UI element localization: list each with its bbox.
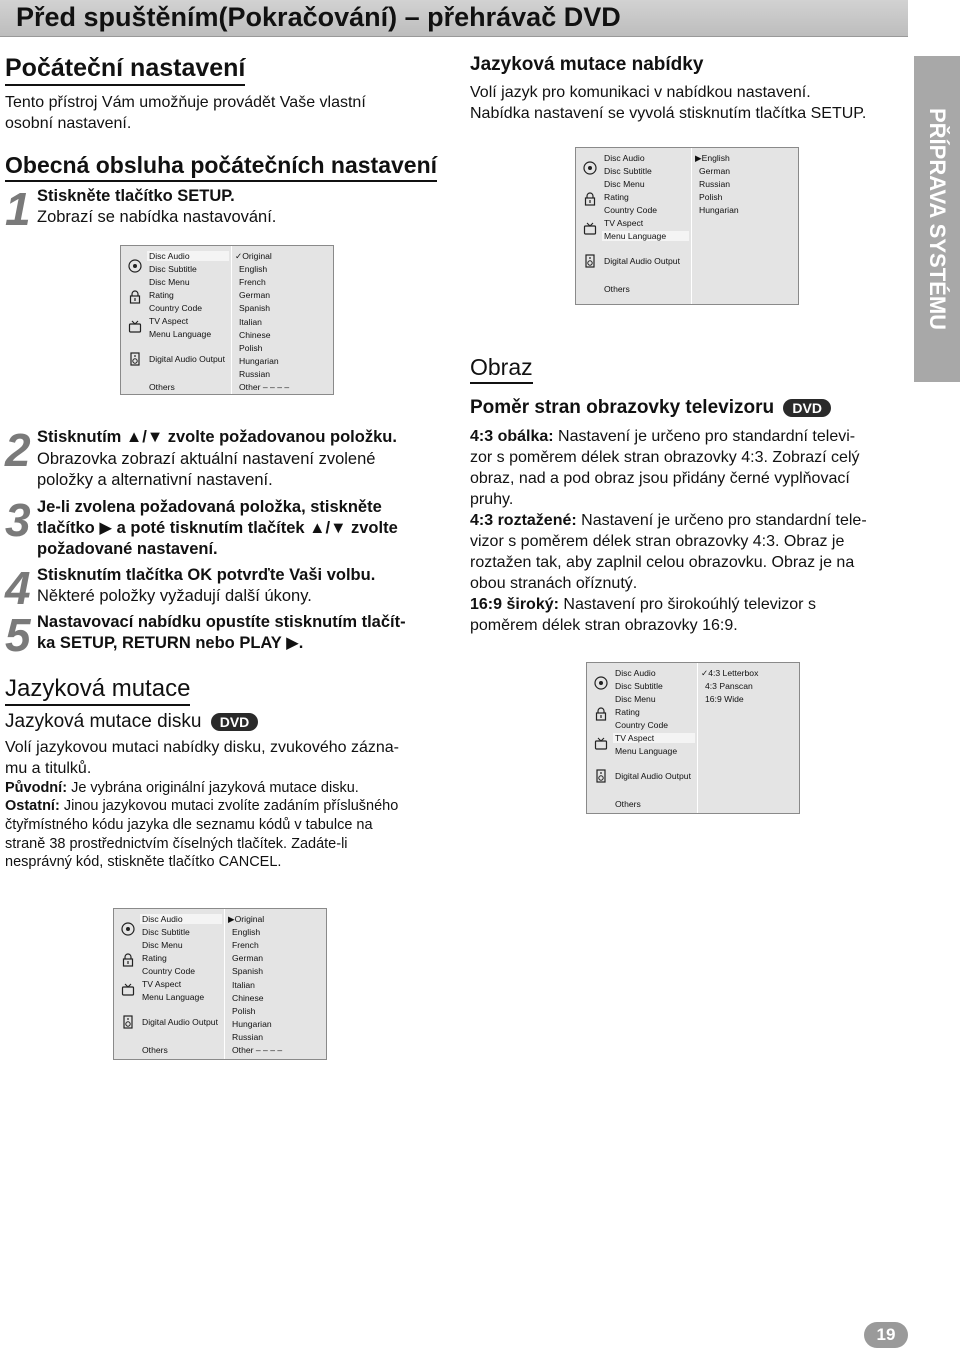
disc-language-title	[5, 711, 258, 733]
menu-option[interactable]: 4:3 Panscan	[705, 681, 753, 692]
menu-divider	[224, 909, 225, 1059]
general-operation-title: Obecná obsluha počátečních nastavení	[5, 152, 437, 182]
letterbox-line-1	[470, 426, 855, 447]
menu-option[interactable]: German	[699, 166, 731, 177]
tv-icon	[594, 737, 608, 751]
other-text-2: čtyřmístného kódu jazyka dle seznamu kódů v tabulce na	[5, 817, 373, 833]
menu-item-digital-audio-output[interactable]: Digital Audio Output	[615, 771, 691, 781]
menu-item-disc-subtitle[interactable]: Disc Subtitle	[142, 927, 190, 937]
menu-option[interactable]: Italian	[232, 979, 255, 990]
lock-icon	[121, 953, 135, 967]
step-1-instruction: Stiskněte tlačítko SETUP.	[37, 187, 235, 205]
initial-settings-title: Počáteční nastavení	[5, 54, 245, 86]
step-3-instruction-3: požadované nastavení.	[37, 540, 218, 558]
menu-item-country-code[interactable]: Country Code	[142, 966, 196, 976]
menu-item-rating[interactable]: Rating	[142, 953, 167, 963]
menu-option[interactable]: ▶Original	[228, 914, 265, 924]
menu-option[interactable]: English	[239, 264, 268, 275]
step-3-number: 3	[5, 494, 31, 546]
menu-item-menu-language[interactable]: Menu Language	[602, 231, 689, 241]
setup-menu-tv-aspect	[586, 662, 800, 814]
other-text-1: Jinou jazykovou mutaci zvolíte zadáním příslušného	[63, 798, 399, 814]
letterbox-label: 4:3 obálka:	[470, 428, 554, 445]
disc-icon	[594, 676, 608, 690]
menu-item-menu-language[interactable]: Menu Language	[149, 329, 212, 339]
menu-language-text-1: Volí jazyk pro komunikaci v nabídkou nastavení.	[470, 84, 811, 101]
menu-option[interactable]: Russian	[699, 179, 731, 190]
menu-item-digital-audio-output[interactable]: Digital Audio Output	[149, 354, 225, 364]
lock-icon	[594, 707, 608, 721]
menu-option[interactable]: French	[239, 277, 266, 288]
step-4-number: 4	[5, 562, 31, 614]
initial-settings-text-2: osobní nastavení.	[5, 115, 132, 132]
letterbox-text-3: obraz, nad a pod obraz jsou přidány černé vyplňovací	[470, 470, 850, 487]
step-2-instruction: Stisknutím ▲/▼ zvolte požadovanou položku.	[37, 428, 397, 446]
disc-icon	[583, 161, 597, 175]
speaker-icon	[583, 254, 597, 268]
page-header-title: Před spuštěním(Pokračování) – přehrávač DVD	[16, 2, 621, 32]
menu-item-disc-subtitle[interactable]: Disc Subtitle	[615, 681, 663, 691]
menu-option[interactable]: Chinese	[239, 329, 271, 340]
other-text-3: straně 38 prostřednictvím číselných tlačítek. Zadáte-li	[5, 836, 348, 852]
menu-option[interactable]: German	[232, 953, 264, 964]
menu-item-menu-language[interactable]: Menu Language	[615, 746, 678, 756]
menu-option[interactable]: German	[239, 290, 271, 301]
menu-item-tv-aspect[interactable]: TV Aspect	[149, 316, 189, 326]
disc-language-title-text: Jazyková mutace disku	[5, 711, 202, 732]
menu-item-digital-audio-output[interactable]: Digital Audio Output	[142, 1017, 218, 1027]
menu-divider	[691, 148, 692, 304]
step-2-result-1: Obrazovka zobrazí aktuální nastavení zvolené	[37, 450, 376, 468]
setup-menu-menu-language	[575, 147, 799, 305]
menu-option[interactable]: Italian	[239, 316, 262, 327]
menu-option[interactable]: ▶English	[695, 153, 730, 163]
side-tab-label: PŘÍPRAVA SYSTÉMU	[925, 107, 950, 331]
menu-option[interactable]: ✓Original	[235, 251, 272, 261]
original-text: Je vybrána originální jazyková mutace disku.	[71, 780, 359, 796]
menu-item-menu-language[interactable]: Menu Language	[142, 992, 205, 1002]
setup-menu-disc-audio-original	[113, 908, 327, 1060]
panscan-text-1: Nastavení je určeno pro standardní tele-	[581, 512, 867, 529]
menu-option[interactable]: Hungarian	[699, 205, 739, 216]
panscan-text-2: vizor s poměrem délek stran obrazovky 4:3. Obraz je	[470, 533, 845, 550]
tv-icon	[121, 983, 135, 997]
menu-item-rating[interactable]: Rating	[604, 192, 629, 202]
menu-option[interactable]: 16:9 Wide	[705, 694, 744, 705]
wide-text-2: poměrem délek stran obrazovky 16:9.	[470, 617, 738, 634]
letterbox-text-1: Nastavení je určeno pro standardní televi-	[558, 428, 856, 445]
aspect-ratio-title-text: Poměr stran obrazovky televizoru	[470, 397, 775, 418]
panscan-label: 4:3 roztažené:	[470, 512, 577, 529]
setup-menu-disc-audio	[120, 245, 334, 395]
tv-icon	[128, 320, 142, 334]
step-5-instruction-1: Nastavovací nabídku opustíte stisknutím tlačít-	[37, 613, 406, 631]
menu-option[interactable]: Chinese	[232, 992, 264, 1003]
other-text-4: nesprávný kód, stiskněte tlačítko CANCEL.	[5, 854, 282, 870]
menu-option[interactable]: Russian	[239, 368, 271, 379]
section-side-tab	[914, 56, 960, 382]
menu-item-country-code[interactable]: Country Code	[604, 205, 658, 215]
letterbox-text-4: pruhy.	[470, 491, 514, 508]
menu-option[interactable]: Hungarian	[232, 1018, 272, 1029]
menu-item-disc-audio[interactable]: Disc Audio	[147, 251, 229, 261]
lock-icon	[128, 290, 142, 304]
dvd-badge-aspect: DVD	[783, 399, 831, 417]
panscan-text-4: obou stranách oříznutý.	[470, 575, 638, 592]
menu-option[interactable]: Other – – – –	[239, 382, 290, 392]
menu-option[interactable]: French	[232, 940, 259, 951]
language-title: Jazyková mutace	[5, 675, 190, 706]
menu-item-tv-aspect[interactable]: TV Aspect	[604, 218, 644, 228]
wide-line-1	[470, 594, 816, 615]
step-5-number: 5	[5, 609, 31, 661]
menu-item-others[interactable]: Others	[142, 1045, 168, 1055]
step-1-result: Zobrazí se nabídka nastavování.	[37, 208, 277, 226]
panscan-text-3: roztažen tak, aby zaplnil celou obrazovku. Obraz je na	[470, 554, 855, 571]
menu-item-disc-menu[interactable]: Disc Menu	[142, 940, 183, 950]
menu-option[interactable]: Hungarian	[239, 355, 279, 366]
disc-icon	[121, 922, 135, 936]
menu-option[interactable]: Spanish	[239, 303, 271, 314]
menu-item-country-code[interactable]: Country Code	[149, 303, 203, 313]
menu-option[interactable]: Polish	[239, 342, 263, 353]
tv-icon	[583, 222, 597, 236]
picture-title: Obraz	[470, 354, 533, 384]
menu-option[interactable]: English	[232, 927, 261, 938]
menu-item-others[interactable]: Others	[149, 382, 175, 392]
menu-divider	[697, 663, 698, 813]
menu-item-disc-audio[interactable]: Disc Audio	[615, 668, 656, 678]
menu-item-others[interactable]: Others	[604, 284, 630, 294]
step-3-instruction-1: Je-li zvolena požadovaná položka, stiskněte	[37, 498, 382, 516]
menu-item-disc-audio[interactable]: Disc Audio	[604, 153, 645, 163]
step-3-instruction-2: tlačítko ▶ a poté tisknutím tlačítek ▲/▼ zvolte	[37, 519, 398, 537]
menu-option[interactable]: Russian	[232, 1031, 264, 1042]
wide-text-1: Nastavení pro širokoúhlý televizor s	[563, 596, 816, 613]
menu-option[interactable]: Other – – – –	[232, 1045, 283, 1055]
page-number: 19	[864, 1322, 908, 1348]
menu-option[interactable]: Polish	[232, 1005, 256, 1016]
menu-divider	[231, 246, 232, 394]
other-line	[5, 796, 398, 817]
menu-item-disc-menu[interactable]: Disc Menu	[604, 179, 645, 189]
lock-icon	[583, 192, 597, 206]
menu-item-rating[interactable]: Rating	[615, 707, 640, 717]
dvd-badge: DVD	[211, 713, 259, 731]
letterbox-text-2: zor s poměrem délek stran obrazovky 4:3. Zobrazí celý	[470, 449, 860, 466]
speaker-icon	[594, 769, 608, 783]
disc-language-text-1: Volí jazykovou mutaci nabídky disku, zvukového zázna-	[5, 739, 399, 756]
panscan-line-1	[470, 510, 867, 531]
step-2-result-2: položky a alternativní nastavení.	[37, 471, 273, 489]
menu-item-disc-subtitle[interactable]: Disc Subtitle	[149, 264, 197, 274]
menu-item-disc-subtitle[interactable]: Disc Subtitle	[604, 166, 652, 176]
speaker-icon	[128, 352, 142, 366]
step-2-number: 2	[5, 424, 31, 476]
disc-language-text-2: mu a titulků.	[5, 760, 92, 777]
menu-item-others[interactable]: Others	[615, 799, 641, 809]
speaker-icon	[121, 1015, 135, 1029]
menu-option[interactable]: Spanish	[232, 966, 264, 977]
step-4-instruction: Stisknutím tlačítka OK potvrďte Vaši volbu.	[37, 566, 376, 584]
menu-item-disc-menu[interactable]: Disc Menu	[615, 694, 656, 704]
menu-item-disc-audio[interactable]: Disc Audio	[140, 914, 222, 924]
menu-option[interactable]: Polish	[699, 192, 723, 203]
menu-item-rating[interactable]: Rating	[149, 290, 174, 300]
menu-item-country-code[interactable]: Country Code	[615, 720, 669, 730]
step-5-instruction-2: ka SETUP, RETURN nebo PLAY ▶.	[37, 634, 304, 652]
wide-label: 16:9 široký:	[470, 596, 559, 613]
menu-language-title: Jazyková mutace nabídky	[470, 54, 704, 75]
menu-item-tv-aspect[interactable]: TV Aspect	[613, 733, 695, 743]
menu-language-text-2: Nabídka nastavení se vyvolá stisknutím tlačítka SETUP.	[470, 105, 867, 122]
menu-item-disc-menu[interactable]: Disc Menu	[149, 277, 190, 287]
menu-item-tv-aspect[interactable]: TV Aspect	[142, 979, 182, 989]
initial-settings-text-1: Tento přístroj Vám umožňuje provádět Vaše vlastní	[5, 94, 366, 111]
menu-item-digital-audio-output[interactable]: Digital Audio Output	[604, 256, 680, 266]
other-label: Ostatní:	[5, 798, 60, 814]
aspect-ratio-title	[470, 397, 831, 419]
original-label: Původní:	[5, 780, 68, 796]
menu-option[interactable]: ✓4:3 Letterbox	[701, 668, 759, 678]
disc-icon	[128, 259, 142, 273]
step-1-number: 1	[5, 183, 31, 235]
step-4-result: Některé položky vyžadují další úkony.	[37, 587, 312, 605]
